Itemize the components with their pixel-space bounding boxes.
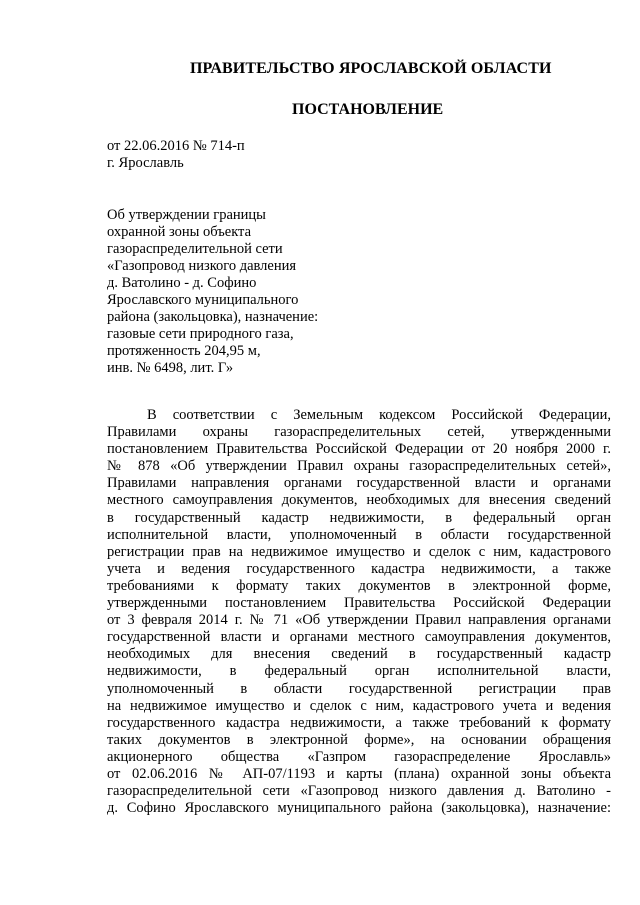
body-line: утвержденными постановлением Правительства Российской Федерации <box>107 595 611 612</box>
body-line: от 3 февраля 2014 г. № 71 «Об утверждении Правил направления органами <box>107 612 611 629</box>
body-line: регистрации прав на недвижимое имущество и сделок с ним, кадастрового <box>107 543 611 560</box>
subject-line: газораспределительной сети <box>107 241 283 257</box>
body-line: местного самоуправления документов, необходимых для внесения сведений <box>107 492 611 509</box>
body-line: № 878 «Об утверждении Правил охраны газораспределительных сетей», <box>107 458 611 475</box>
body-line: в государственный кадастр недвижимости, в федеральный орган <box>107 509 611 526</box>
body-line: недвижимости, в федеральный орган исполнительной власти, <box>107 663 611 680</box>
body-line: таких документов в электронной форме», на основании обращения <box>107 731 611 748</box>
document-meta <box>107 138 245 172</box>
body-line: д. Софино Ярославского муниципального района (закольцовка), назначение: <box>107 800 611 817</box>
date-number-line: от 22.06.2016 № 714-п <box>107 138 245 154</box>
body-line: на недвижимое имущество и сделок с ним, кадастрового учета и ведения <box>107 697 611 714</box>
body-line: учета и ведения государственного кадастра недвижимости, а также <box>107 560 611 577</box>
subject-line: Об утверждении границы <box>107 207 266 223</box>
body-line: уполномоченный в области государственной регистрации прав <box>107 680 611 697</box>
body-line: государственного кадастра недвижимости, а также требований к формату <box>107 714 611 731</box>
city-line: г. Ярославль <box>107 155 184 171</box>
body-line: Правилами охраны газораспределительных сетей, утвержденными <box>107 424 611 441</box>
subject-line: газовые сети природного газа, <box>107 326 294 342</box>
subject-line: охранной зоны объекта <box>107 224 252 240</box>
body-line: необходимых для внесения сведений в государственный кадастр <box>107 646 611 663</box>
body-line: Правилами направления органами государственной власти и органами <box>107 475 611 492</box>
subject-line: инв. № 6498, лит. Г» <box>107 360 234 376</box>
document-subject <box>107 207 318 377</box>
subject-line: «Газопровод низкого давления <box>107 258 297 274</box>
body-line: В соответствии с Земельным кодексом Российской Федерации, <box>147 407 611 423</box>
subject-line: района (закольцовка), назначение: <box>107 309 319 325</box>
body-line: государственной власти и органами местного самоуправления документов, <box>107 629 611 646</box>
subject-line: д. Ватолино - д. Софино <box>107 275 257 291</box>
document-type-heading: ПОСТАНОВЛЕНИЕ <box>292 101 444 118</box>
subject-line: Ярославского муниципального <box>107 292 299 308</box>
body-line: требованиями к формату таких документов в электронной форме, <box>107 577 611 594</box>
body-line: постановлением Правительства Российской Федерации от 20 ноября 2000 г. <box>107 441 611 458</box>
subject-line: протяженность 204,95 м, <box>107 343 261 359</box>
body-line: исполнительной власти, уполномоченный в области государственной <box>107 526 611 543</box>
body-line: газораспределительной сети «Газопровод низкого давления д. Ватолино - <box>107 783 611 800</box>
body-line: от 02.06.2016 № АП-07/1193 и карты (плана) охранной зоны объекта <box>107 765 611 782</box>
government-title: ПРАВИТЕЛЬСТВО ЯРОСЛАВСКОЙ ОБЛАСТИ <box>190 60 552 77</box>
body-paragraph <box>107 407 611 817</box>
body-line: акционерного общества «Газпром газораспределение Ярославль» <box>107 748 611 765</box>
